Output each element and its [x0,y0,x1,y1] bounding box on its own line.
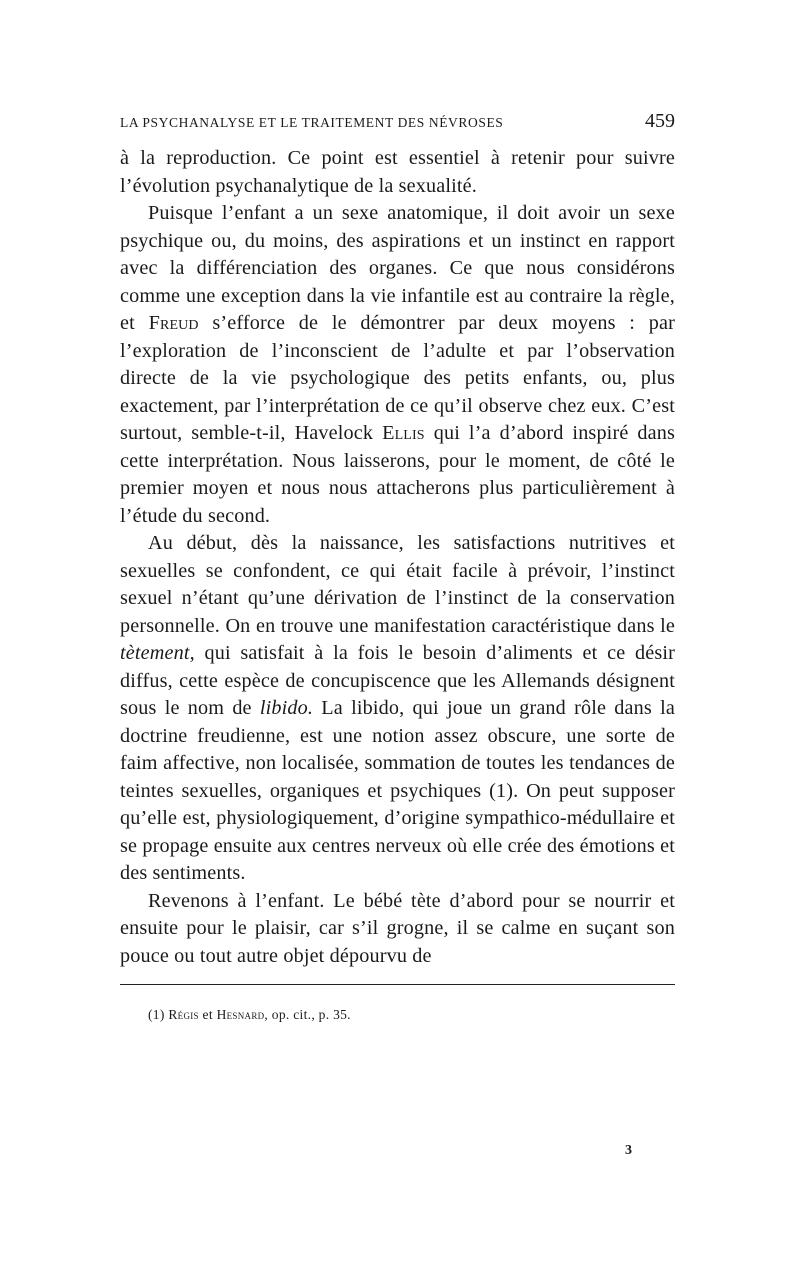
running-title: LA PSYCHANALYSE ET LE TRAITEMENT DES NÉVROSES [120,115,504,130]
page-number: 459 [645,110,675,132]
author-name: Ellis [382,422,425,444]
text-run: s’efforce de le démontrer par deux moyens : par l’exploration de l’inconscient de l’adulte et par l’observation directe de la vie psychologique des petits enfants, ou, plus exactement, par l’interprétation de ce qu’il observe chez eux. C’est surtout, semble-t-il, Havelock [120,312,675,444]
footnote-reference: op. cit., p. 35. [271,1007,351,1022]
text-run: La libido, qui joue un grand rôle dans la doctrine freudienne, est une notion assez obscure, une sorte de faim affective, non localisée, sommation de toutes les tendances de teintes sexuelles, organiques et psychiques (1). On peut supposer qu’elle est, physiologiquement, d’origine sympathico-médullaire et se propage ensuite aux centres nerveux où elle crée des émotions et des sentiments. [120,697,675,884]
footnote-author-1: Régis [168,1007,199,1022]
text-run: qui satisfait à la fois le besoin d’aliments et ce désir diffus, cette espèce de concupiscence que les Allemands désignent sous le nom de [120,642,675,719]
footnote-rule [120,984,675,985]
text-run: qui l’a d’abord inspiré dans cette interprétation. Nous laisserons, pour le moment, de côté le premier moyen et nous nous attacherons plus particulièrement à l’étude du second. [120,422,676,527]
paragraph [120,530,675,888]
paragraph [120,200,675,530]
text-run: Revenons à l’enfant. Le bébé tète d’abord pour se nourrir et ensuite pour le plaisir, car s’il grogne, il se calme en suçant son pouce ou tout autre objet dépourvu de [120,889,675,967]
paragraph [120,888,675,971]
paragraph [120,145,675,200]
book-page [120,110,675,1023]
footnote [120,1007,675,1023]
footnote-conjunction: et [202,1007,213,1022]
author-name: Freud [148,312,199,334]
footnote-marker: (1) [148,1007,165,1022]
text-run: Puisque l’enfant a un sexe anatomique, il doit avoir un sexe psychique ou, du moins, des aspirations et un instinct en rapport avec la différenciation des organes. Ce que nous considérons comme une exception dans la vie infantile est au contraire la règle, et [120,202,675,334]
text-run: à la reproduction. Ce point est essentiel à retenir pour suivre l’évolution psychanalytique de la sexualité. [120,147,675,197]
footnote-author-2: Hesnard, [216,1007,269,1022]
italic-term: tètement, [120,642,195,664]
text-run: Au début, dès la naissance, les satisfactions nutritives et sexuelles se confondent, ce qui était facile à prévoir, l’instinct sexuel n’étant qu’une dérivation de l’instinct de la conservation personnelle. On en trouve une manifestation caractéristique dans le [120,532,675,637]
italic-term: libido. [259,697,314,719]
running-head [120,110,675,133]
signature-mark: 3 [625,1143,632,1158]
body-text [120,145,675,970]
